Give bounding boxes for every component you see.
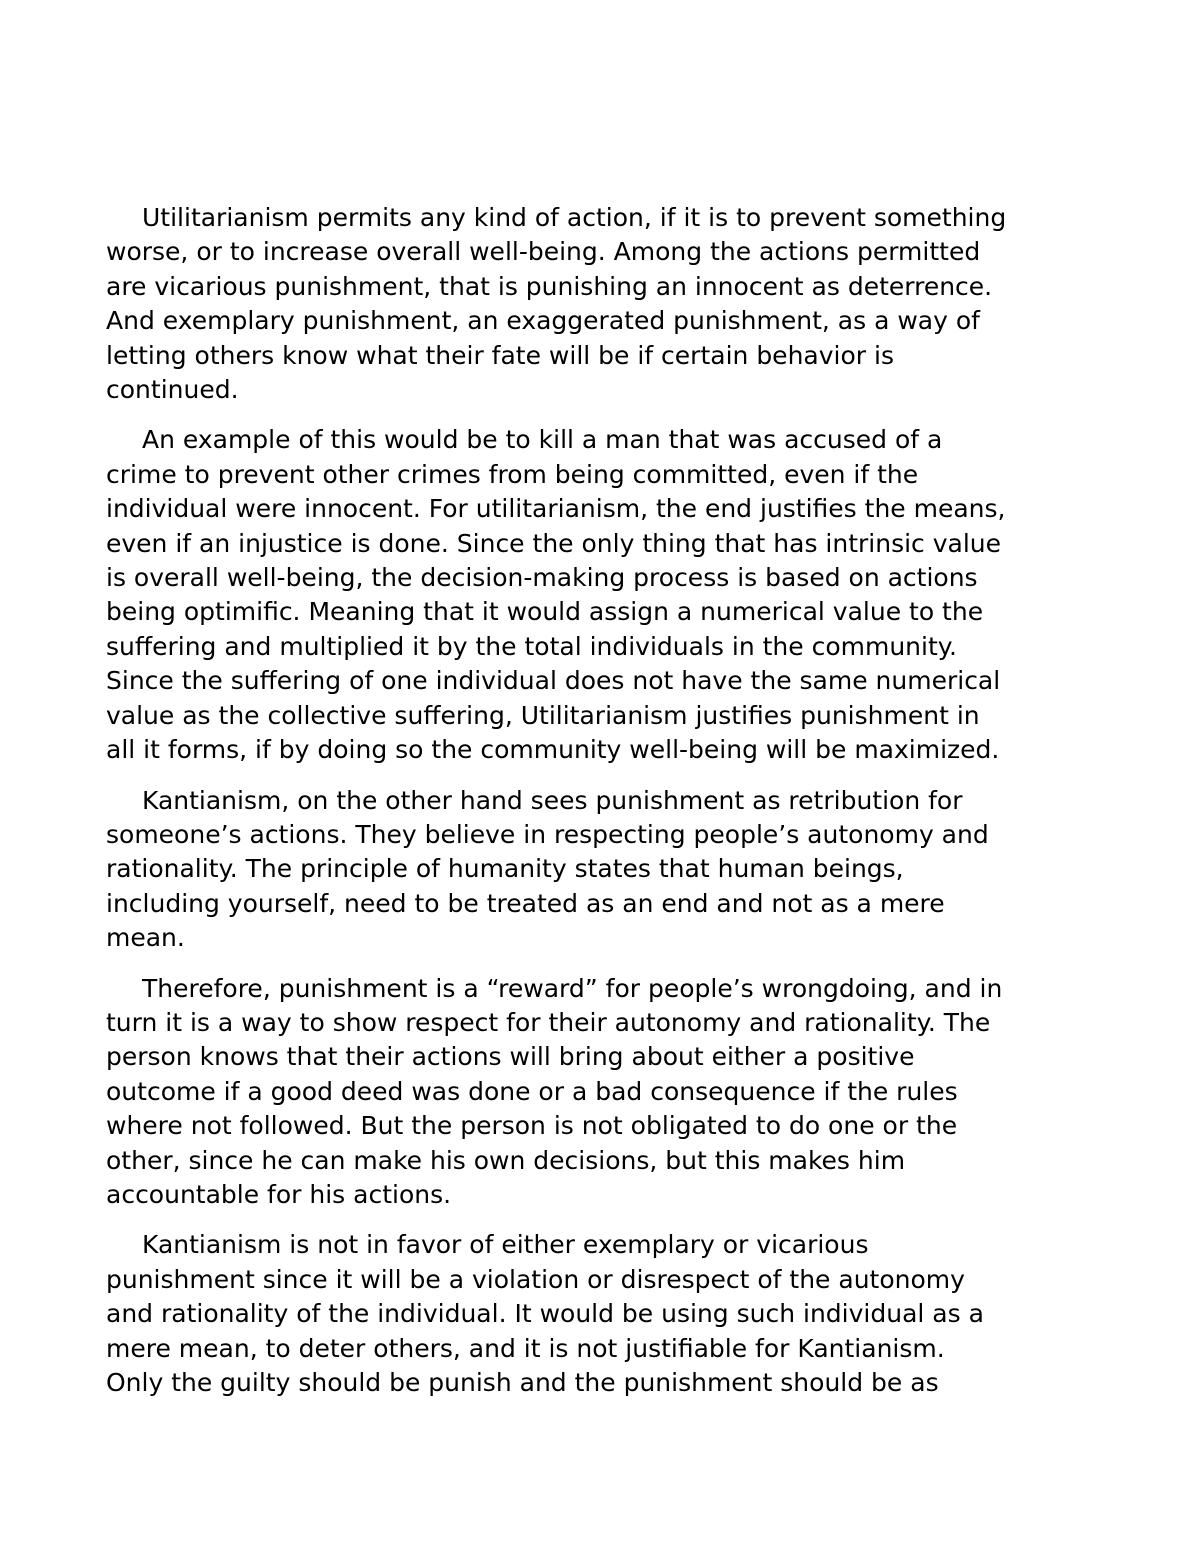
paragraph-punishment-reward: Therefore, punishment is a “reward” for people’s wrongdoing, and in turn it is a way to show respect for their autonomy and rationality. The person knows that their actions will bring about either a positive outcome if a good deed was done or a bad consequence if the rules where not followed. But the person is not obligated to do one or the other, since he can make his own decisions, but this makes him accountable for his actions. bbox=[106, 973, 1003, 1209]
paragraph-utilitarianism-intro: Utilitarianism permits any kind of action, if it is to prevent something worse, or to increase overall well-being. Among the actions permitted are vicarious punishment, that is punishing an innocent as deterrence. And exemplary punishment, an exaggerated punishment, as a way of letting others know what their fate will be if certain behavior is continued. bbox=[106, 203, 1007, 405]
paragraph-kantianism-punishment: Kantianism is not in favor of either exemplary or vicarious punishment since it will be a violation or disrespect of the autonomy and rationality of the individual. It would be using such individual as a mere mean, to deter others, and it is not justifiable for Kantianism. Only the guilty should be punish and the punishment should be as bbox=[106, 1230, 984, 1397]
paragraph-utilitarianism-example: An example of this would be to kill a man that was accused of a crime to prevent other crimes from being committed, even if the individual were innocent. For utilitarianism, the end justifies the means, even if an injustice is done. Since the only thing that has intrinsic value is overall well-being, the decision-making process is based on actions being optimific. Meaning that it would assign a numerical value to the suffering and multiplied it by the total individuals in the community. Since the suffering of one individual does not have the same numerical value as the collective suffering, Utilitarianism justifies punishment in all it forms, if by doing so the community well-being will be maximized. bbox=[106, 425, 1006, 765]
paragraph-kantianism-intro: Kantianism, on the other hand sees punishment as retribution for someone’s actions. They believe in respecting people’s autonomy and rationality. The principle of humanity states that human beings, including yourself, need to be treated as an end and not as a mere mean. bbox=[106, 785, 989, 953]
document-body bbox=[106, 201, 1098, 1416]
